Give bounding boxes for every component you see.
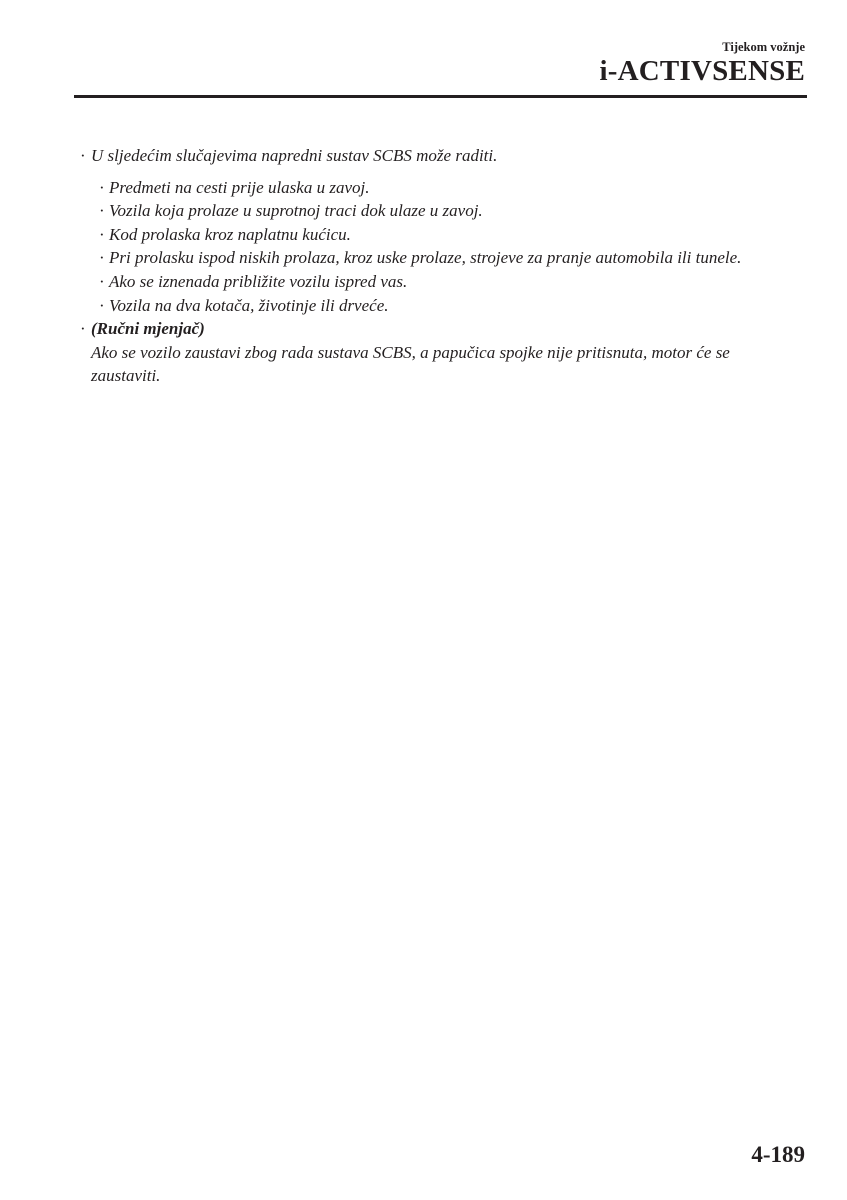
header-divider <box>74 95 807 98</box>
bullet-item-manual-transmission <box>80 317 795 388</box>
sub-item: · Ako se iznenada približite vozilu ispred vas. <box>99 270 795 294</box>
sub-item: · Vozila na dva kotača, životinje ili drveće. <box>99 294 795 318</box>
bullet-text: Ako se vozilo zaustavi zbog rada sustava SCBS, a papučica spojke nije pritisnuta, motor će se zaustaviti. <box>91 342 730 386</box>
sub-list <box>99 176 795 318</box>
section-header: Tijekom vožnje <box>722 40 805 54</box>
sub-item: · Predmeti na cesti prije ulaska u zavoj. <box>99 176 795 200</box>
page-number: 4-189 <box>751 1142 805 1167</box>
bullet-heading: · (Ručni mjenjač) <box>91 319 205 339</box>
bullet-text: U sljedećim slučajevima napredni sustav SCBS može raditi. <box>91 146 498 165</box>
sub-item: · Vozila koja prolaze u suprotnoj traci dok ulaze u zavoj. <box>99 199 795 223</box>
chapter-title: i-ACTIVSENSE <box>599 55 805 87</box>
bullet-item-scbs-cases <box>80 144 795 168</box>
sub-item: · Kod prolaska kroz naplatnu kućicu. <box>99 223 795 247</box>
sub-item: · Pri prolasku ispod niskih prolaza, kroz uske prolaze, strojeve za pranje automobila ili tunele. <box>99 246 795 270</box>
page-content <box>80 144 795 388</box>
